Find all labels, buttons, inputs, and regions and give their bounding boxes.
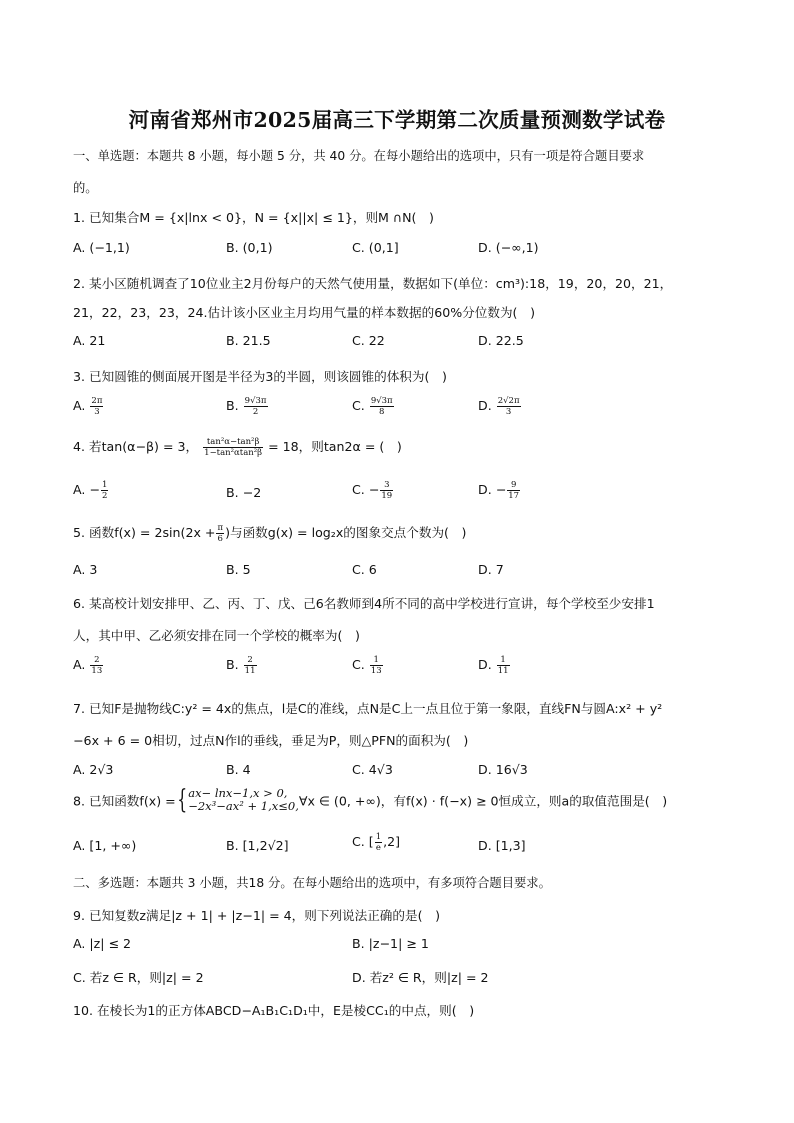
q3-option-c: [352, 396, 395, 417]
q3-stem: 3. 已知圆锥的侧面展开图是半径为3的半圆，则该圆锥的体积为( ): [73, 369, 447, 384]
q4-option-a-label: A. −: [73, 482, 100, 497]
q7-option-b: B. 4: [226, 762, 251, 777]
q2-option-c: C. 22: [352, 333, 385, 348]
q8-option-d: D. [1,3]: [478, 838, 526, 853]
exam-title: 河南省郑州市2025届高三下学期第二次质量预测数学试卷: [128, 108, 666, 132]
q3-option-a: [73, 396, 104, 417]
q2-option-a: A. 21: [73, 333, 106, 348]
q6-option-a: [73, 655, 104, 676]
q8-case2: −2x³−ax² + 1,x≤0,: [188, 799, 299, 813]
q3-option-c-fraction: $\frac{9√3\pi}{8}$: [370, 396, 393, 417]
q4-option-c: [352, 480, 394, 501]
q8-option-c: [352, 832, 400, 853]
q6-option-d-fraction: $\frac{1}{11}$: [497, 655, 509, 676]
q1-option-a: A. (−1,1): [73, 240, 130, 255]
q4-stem-fraction: $\frac{\text{tan²α−tan²β}}{\text{1−tan²αtan²β}}$: [204, 437, 263, 458]
q6-option-c: [352, 655, 384, 676]
section1-instruction: 一、单选题：本题共 8 小题，每小题 5 分，共 40 分。在每小题给出的选项中，只有一项是符合题目要求: [73, 149, 645, 163]
q7-option-d: D. 16√3: [478, 762, 528, 777]
q3-option-d: [478, 396, 522, 417]
q7-option-c: C. 4√3: [352, 762, 393, 777]
q5-stem-pre: 5. 函数f(x) = 2sin(2x +: [73, 525, 216, 540]
q6-stem-cont: 人，其中甲、乙必须安排在同一个学校的概率为( ): [73, 628, 360, 643]
q4-option-c-fraction: $\frac{3}{19}$: [381, 480, 393, 501]
q8-option-c-label: C. [: [352, 834, 374, 849]
q3-option-d-fraction: $\frac{2√2\pi}{3}$: [497, 396, 520, 417]
q5-stem-fraction: $\frac{\pi}{6}$: [217, 523, 224, 544]
q5-stem-post: )与函数g(x) = log₂x的图象交点个数为( ): [225, 525, 467, 540]
section2-instruction: 二、多选题：本题共 3 小题，共18 分。在每小题给出的选项中，有多项符合题目要求。: [73, 876, 551, 890]
q4-option-d: [478, 480, 521, 501]
left-brace-icon: {: [176, 785, 187, 815]
q3-option-a-fraction: $\frac{2\pi}{3}$: [91, 396, 103, 417]
q8-option-a: A. [1, +∞): [73, 838, 137, 853]
q9-option-b: B. |z−1| ≥ 1: [352, 936, 429, 951]
q8-option-b: B. [1,2√2]: [226, 838, 289, 853]
q6-option-b: [226, 655, 258, 676]
q5-option-b: B. 5: [226, 562, 251, 577]
q9-option-d: D. 若z² ∈ R，则|z| = 2: [352, 970, 489, 985]
q9-option-c: C. 若z ∈ R，则|z| = 2: [73, 970, 204, 985]
q4-option-c-label: C. −: [352, 482, 380, 497]
q6-option-c-fraction: $\frac{1}{13}$: [370, 655, 382, 676]
q4-option-d-label: D. −: [478, 482, 507, 497]
q7-option-a: A. 2√3: [73, 762, 114, 777]
q8-piecewise: [188, 787, 299, 813]
q2-option-b: B. 21.5: [226, 333, 271, 348]
q6-stem: 6. 某高校计划安排甲、乙、丙、丁、戊、己6名教师到4所不同的高中学校进行宣讲，每个学校至少安排1: [73, 596, 655, 611]
q7-stem: 7. 已知F是抛物线C:y² = 4x的焦点，l是C的准线，点N是C上一点且位于第一象限，直线FN与圆A:x² + y²: [73, 701, 663, 716]
q2-stem: 2. 某小区随机调查了10位业主2月份每户的天然气使用量，数据如下(单位：cm³):18，19，20，20，21，: [73, 276, 673, 291]
q8-stem-pre: 8. 已知函数f(x) =: [73, 793, 176, 809]
q4-stem-pre: 4. 若tan(α−β) = 3，: [73, 439, 199, 454]
q9-stem: 9. 已知复数z满足|z + 1| + |z−1| = 4，则下列说法正确的是( ): [73, 908, 441, 923]
q8-option-c-post: ,2]: [383, 834, 401, 849]
q6-option-c-label: C.: [352, 657, 365, 672]
q6-option-d: [478, 655, 511, 676]
q8-stem: [73, 787, 667, 813]
q5-stem: [73, 522, 466, 544]
q3-option-d-label: D.: [478, 398, 492, 413]
q4-option-b: B. −2: [226, 485, 262, 500]
q6-option-b-fraction: $\frac{2}{11}$: [244, 655, 256, 676]
q4-stem: [73, 436, 402, 458]
q5-option-a: A. 3: [73, 562, 98, 577]
q6-option-a-label: A.: [73, 657, 86, 672]
q10-stem: 10. 在棱长为1的正方体ABCD−A₁B₁C₁D₁中，E是棱CC₁的中点，则( ): [73, 1003, 475, 1018]
q4-option-d-fraction: $\frac{9}{17}$: [508, 480, 520, 501]
q6-option-b-label: B.: [226, 657, 239, 672]
q6-option-a-fraction: $\frac{2}{13}$: [91, 655, 103, 676]
q8-option-c-fraction: $\frac{1}{e}$: [375, 832, 382, 853]
q4-stem-post: = 18，则tan2α = ( ): [268, 439, 402, 454]
q1-option-b: B. (0,1): [226, 240, 273, 255]
q3-option-b-fraction: $\frac{9√3\pi}{2}$: [244, 396, 267, 417]
q1-option-c: C. (0,1]: [352, 240, 399, 255]
q1-stem: 1. 已知集合M = {x|lnx < 0}，N = {x||x| ≤ 1}，则M ∩N( ): [73, 210, 434, 225]
q2-option-d: D. 22.5: [478, 333, 524, 348]
q5-option-c: C. 6: [352, 562, 377, 577]
q5-option-d: D. 7: [478, 562, 504, 577]
q9-option-a: A. |z| ≤ 2: [73, 936, 132, 951]
q6-option-d-label: D.: [478, 657, 492, 672]
q4-option-a-fraction: $\frac{1}{2}$: [101, 480, 108, 501]
q3-option-a-label: A.: [73, 398, 86, 413]
q3-option-b: [226, 396, 269, 417]
q7-stem-cont: −6x + 6 = 0相切，过点N作l的垂线，垂足为P，则△PFN的面积为( ): [73, 733, 469, 748]
q8-case1: ax− lnx−1,x > 0,: [188, 786, 288, 800]
section1-instruction-cont: 的。: [73, 181, 98, 195]
q2-stem-cont: 21，22，23，23，24.估计该小区业主月均用气量的样本数据的60%分位数为( ): [73, 305, 535, 320]
q8-stem-post: ∀x ∈ (0, +∞)，有f(x) · f(−x) ≥ 0恒成立，则a的取值范围是( ): [298, 793, 668, 809]
q1-option-d: D. (−∞,1): [478, 240, 539, 255]
q3-option-c-label: C.: [352, 398, 365, 413]
q4-option-a: [73, 480, 109, 501]
q3-option-b-label: B.: [226, 398, 239, 413]
